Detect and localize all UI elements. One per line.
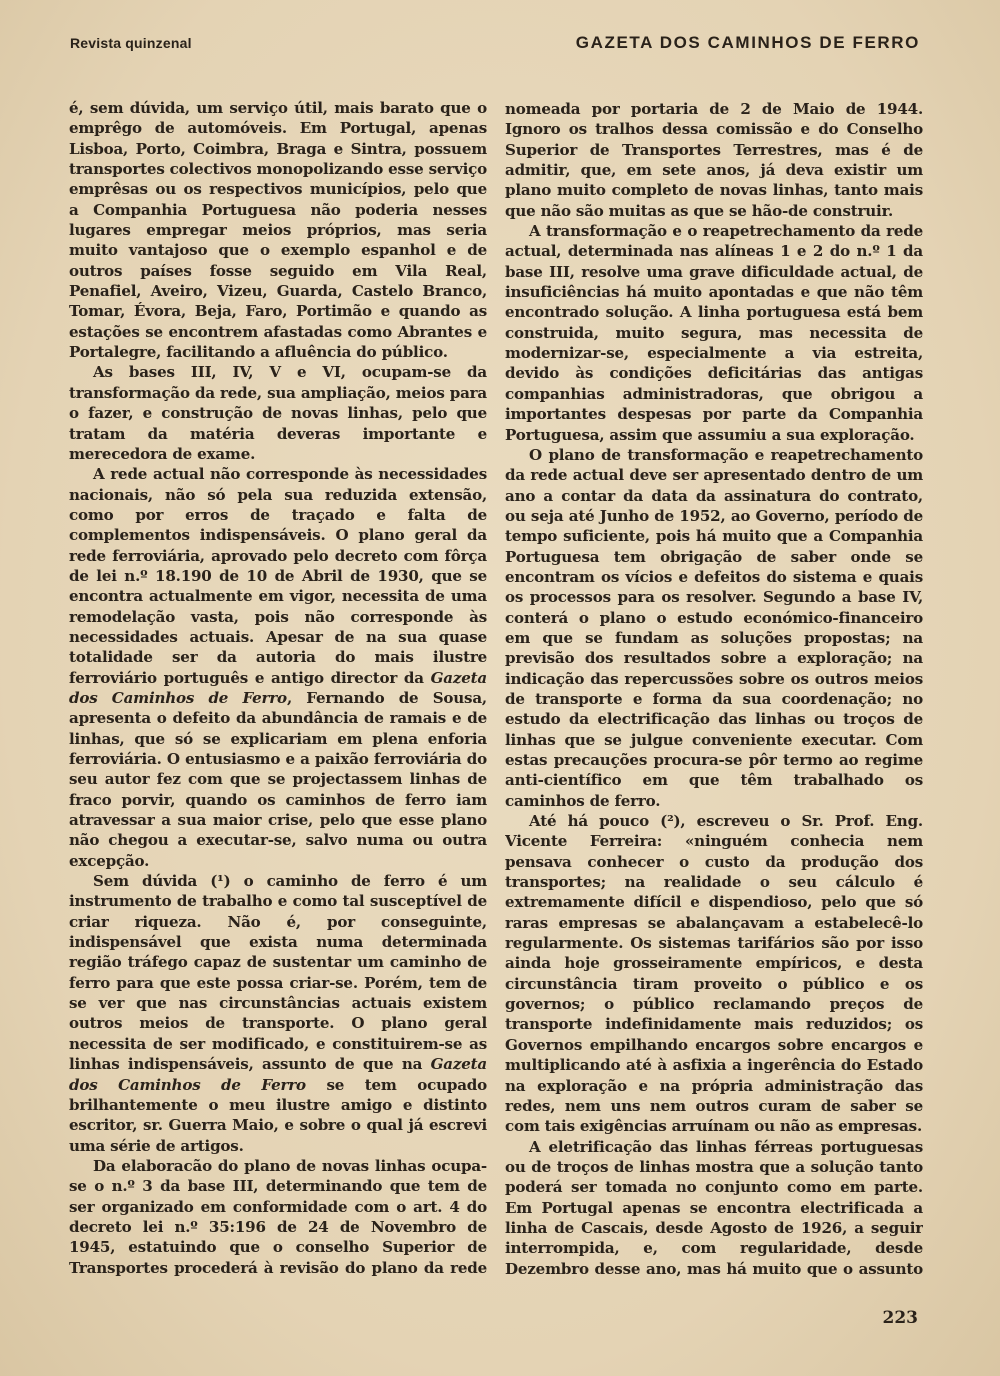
publication-title: Gazeta dos Caminhos de Ferro — [69, 668, 487, 707]
header-left: Revista quinzenal — [70, 35, 192, 51]
paragraph: O plano de transformação e reapetrechamento da rede actual deve ser apresentado dentro de um ano a contar da data da assinatura do contrato, ou seja até Junho de 1952, ao Governo, período de tempo suficiente, pois há muito que a Companhia Portuguesa tem obrigação de saber onde se encontram os vícios e defeitos do sistema e quais os processos para os resolver. Segundo a base IV, conterá o plano o estudo económico-financeiro em que se fundam as soluções propostas; na previsão dos resultados sobre a exploração; na indicação das repercussões sobre os outros meios de transporte e forma da sua coordenação; no estudo da electrificação das linhas ou troços de linhas que se julgue conveniente executar. Com estas precauções procura-se pôr termo ao regime anti-científico em que têm trabalhado os caminhos de ferro. — [505, 445, 923, 810]
paragraph: Até há pouco (²), escreveu o Sr. Prof. Eng. Vicente Ferreira: «ninguém conhecia nem pensava conhecer o custo da produção dos transportes; na realidade o seu cálculo é extremamente difícil e dispendioso, pelo que só raras empresas se abalançavam a estabelecê-lo regularmente. Os sistemas tarifários são por isso ainda hoje grosseiramente empíricos, e desta circunstância tiram proveito o público e os governos; o público reclamando preços de transporte indefinidamente mais reduzidos; os Governos empilhando encargos sobre encargos e multiplicando até à asfixia a ingerência do Estado na exploração e na própria administração das redes, nem uns nem outros curam de saber se com tais exigências arruínam ou não as empresas. — [505, 812, 923, 1136]
paragraph — [69, 464, 487, 871]
paragraph-text: Sem dúvida (¹) o caminho de ferro é um instrumento de trabalho e como tal susceptível de criar riqueza. Não é, por conseguinte, indispensável que exista numa determinada região tráfego capaz de sustentar um caminho de ferro para que este possa criar-se. Porém, tem de se ver que nas circunstâncias actuais existem outros meios de transporte. O plano geral necessita de ser modificado, e constituirem-se as linhas indispensáveis, assunto de que na — [69, 872, 487, 1074]
paragraph: nomeada por portaria de 2 de Maio de 1944. Ignoro os tralhos dessa comissão e do Conselho Superior de Transportes Terrestres, mas é de admitir, que, em sete anos, já deva existir um plano muito completo de novas linhas, tanto mais que não são muitas as que se hão-de construir. — [505, 100, 923, 220]
paragraph: é, sem dúvida, um serviço útil, mais barato que o emprêgo de automóveis. Em Portugal, apenas Lisboa, Porto, Coimbra, Braga e Sintra, possuem transportes colectivos monopolizando esse serviço emprêsas ou os respectivos municípios, pelo que a Companhia Portuguesa não poderia nesses lugares empregar meios próprios, mas seria muito vantajoso que o exemplo espanhol e de outros países fosse seguido em Vila Real, Penafiel, Aveiro, Vizeu, Guarda, Castelo Branco, Tomar, Évora, Beja, Faro, Portimão e quando as estações se encontrem afastadas como Abrantes e Portalegre, facilitando a afluência do público. — [69, 99, 487, 362]
left-column — [69, 98, 487, 1278]
header-right: GAZETA DOS CAMINHOS DE FERRO — [575, 33, 920, 52]
paragraph-text: A eletrificação das linhas férreas portuguesas ou de troços de linhas mostra que a solução tanto poderá ser tomada no conjunto como em parte. Em Portugal apenas se encontra electrificada a linha de Cascais, desde Agosto de 1926, a seguir interrompida, e, com regularidade, desde Dezembro desse ano, mas há muito que o assunto — [505, 1137, 923, 1278]
paragraph — [505, 1137, 923, 1279]
paragraph — [69, 871, 487, 1156]
page-number: 223 — [882, 1308, 918, 1328]
right-column — [505, 99, 923, 1279]
running-header — [70, 33, 920, 57]
paragraph: A transformação e o reapetrechamento da rede actual, determinada nas alíneas 1 e 2 do n.º 1 da base III, resolve uma grave dificuldade actual, de insuficiências há muito apontadas e que não têm encontrado solução. A linha portuguesa está bem construida, muito segura, mas necessita de modernizar-se, especialmente a via estreita, devido às condições deficitárias das antigas companhias administradoras, que obrigou a importantes despesas por parte da Companhia Portuguesa, assim que assumiu a sua exploração. — [505, 222, 923, 444]
paragraph-text: se tem ocupado brilhantemente o meu ilustre amigo e distinto escritor, sr. Guerra Maio, e sobre o qual já escrevi uma série de artigos. — [69, 1075, 487, 1155]
publication-title: Gazeta dos Caminhos de Ferro — [69, 1055, 487, 1094]
paragraph-text: , Fernando de Sousa, apresenta o defeito da abundância de ramais e de linhas, que só se explicariam em plena enforia ferroviária. O entusiasmo e a paixão ferroviária do seu autor fez com que se projectassem linhas de fraco porvir, quando os caminhos de ferro iam atravessar a sua maior crise, pelo que esse plano não chegou a executar-se, salvo numa ou outra excepção. — [69, 688, 487, 870]
paragraph-text: A rede actual não corresponde às necessidades nacionais, não só pela sua reduzida extensão, como por erros de traçado e falta de complementos indispensáveis. O plano geral da rede ferroviária, aprovado pelo decreto com fôrça de lei n.º 18.190 de 10 de Abril de 1930, que se encontra actualmente em vigor, necessita de uma remodelação vasta, pois não corresponde às necessidades actuais. Apesar de na sua quase totalidade ser da autoria do mais ilustre ferroviário português e antigo director da — [69, 465, 487, 687]
paragraph: Da elaboracão do plano de novas linhas ocupa-se o n.º 3 da base III, determinando que tem de ser organizado em conformidade com o art. 4 do decreto lei n.º 35:196 de 24 de Novembro de 1945, estatuindo que o conselho Superior de Transportes procederá à revisão do plano da rede — [69, 1156, 487, 1277]
paragraph: As bases III, IV, V e VI, ocupam-se da transformação da rede, sua ampliação, meios para o fazer, e construção de novas linhas, pelo que tratam da matéria deveras importante e merecedora de exame. — [69, 363, 487, 463]
